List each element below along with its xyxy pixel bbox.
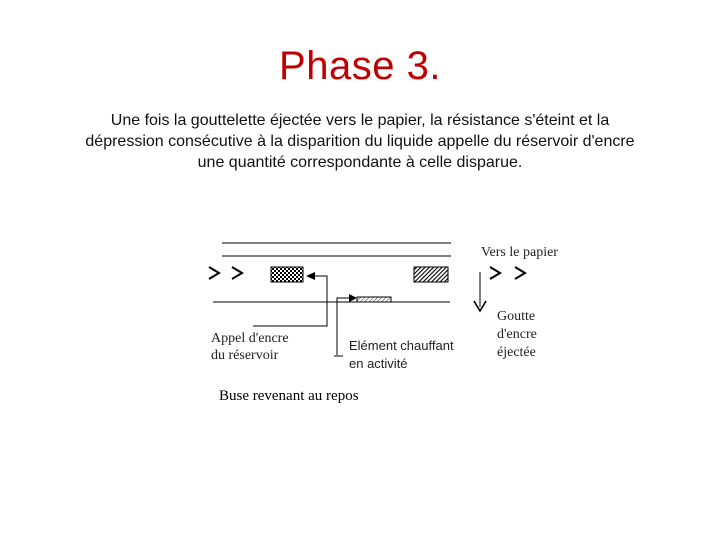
drop-ejection-arrow [474, 272, 486, 311]
ink-block-returning [271, 267, 303, 282]
slide-paragraph: Une fois la gouttelette éjectée vers le papier, la résistance s'éteint et la dépression consécutive à la disparition du liquide appelle du réservoir d'encre une quantité correspondante à celle disparue. [85, 112, 635, 171]
label-drop-line2: d'encre [497, 327, 537, 342]
heating-element [357, 297, 391, 302]
label-heater-line1: Elément chauffant [349, 338, 454, 353]
diagram-caption: Buse revenant au repos [219, 388, 359, 404]
label-drop-line1: Goutte [497, 309, 536, 324]
label-to-paper: Vers le papier [481, 245, 558, 260]
flow-chevrons-right [490, 267, 525, 279]
slide-title: Phase 3. [279, 44, 441, 88]
label-heater-line2: en activité [349, 356, 408, 371]
label-ink-call-line1: Appel d'encre [211, 331, 289, 346]
flow-chevrons-left [209, 267, 242, 279]
label-drop-line3: éjectée [497, 345, 536, 360]
label-ink-call-line2: du réservoir [211, 348, 279, 363]
ink-block-ejecting [414, 267, 448, 282]
channel-top-wall [222, 243, 451, 256]
